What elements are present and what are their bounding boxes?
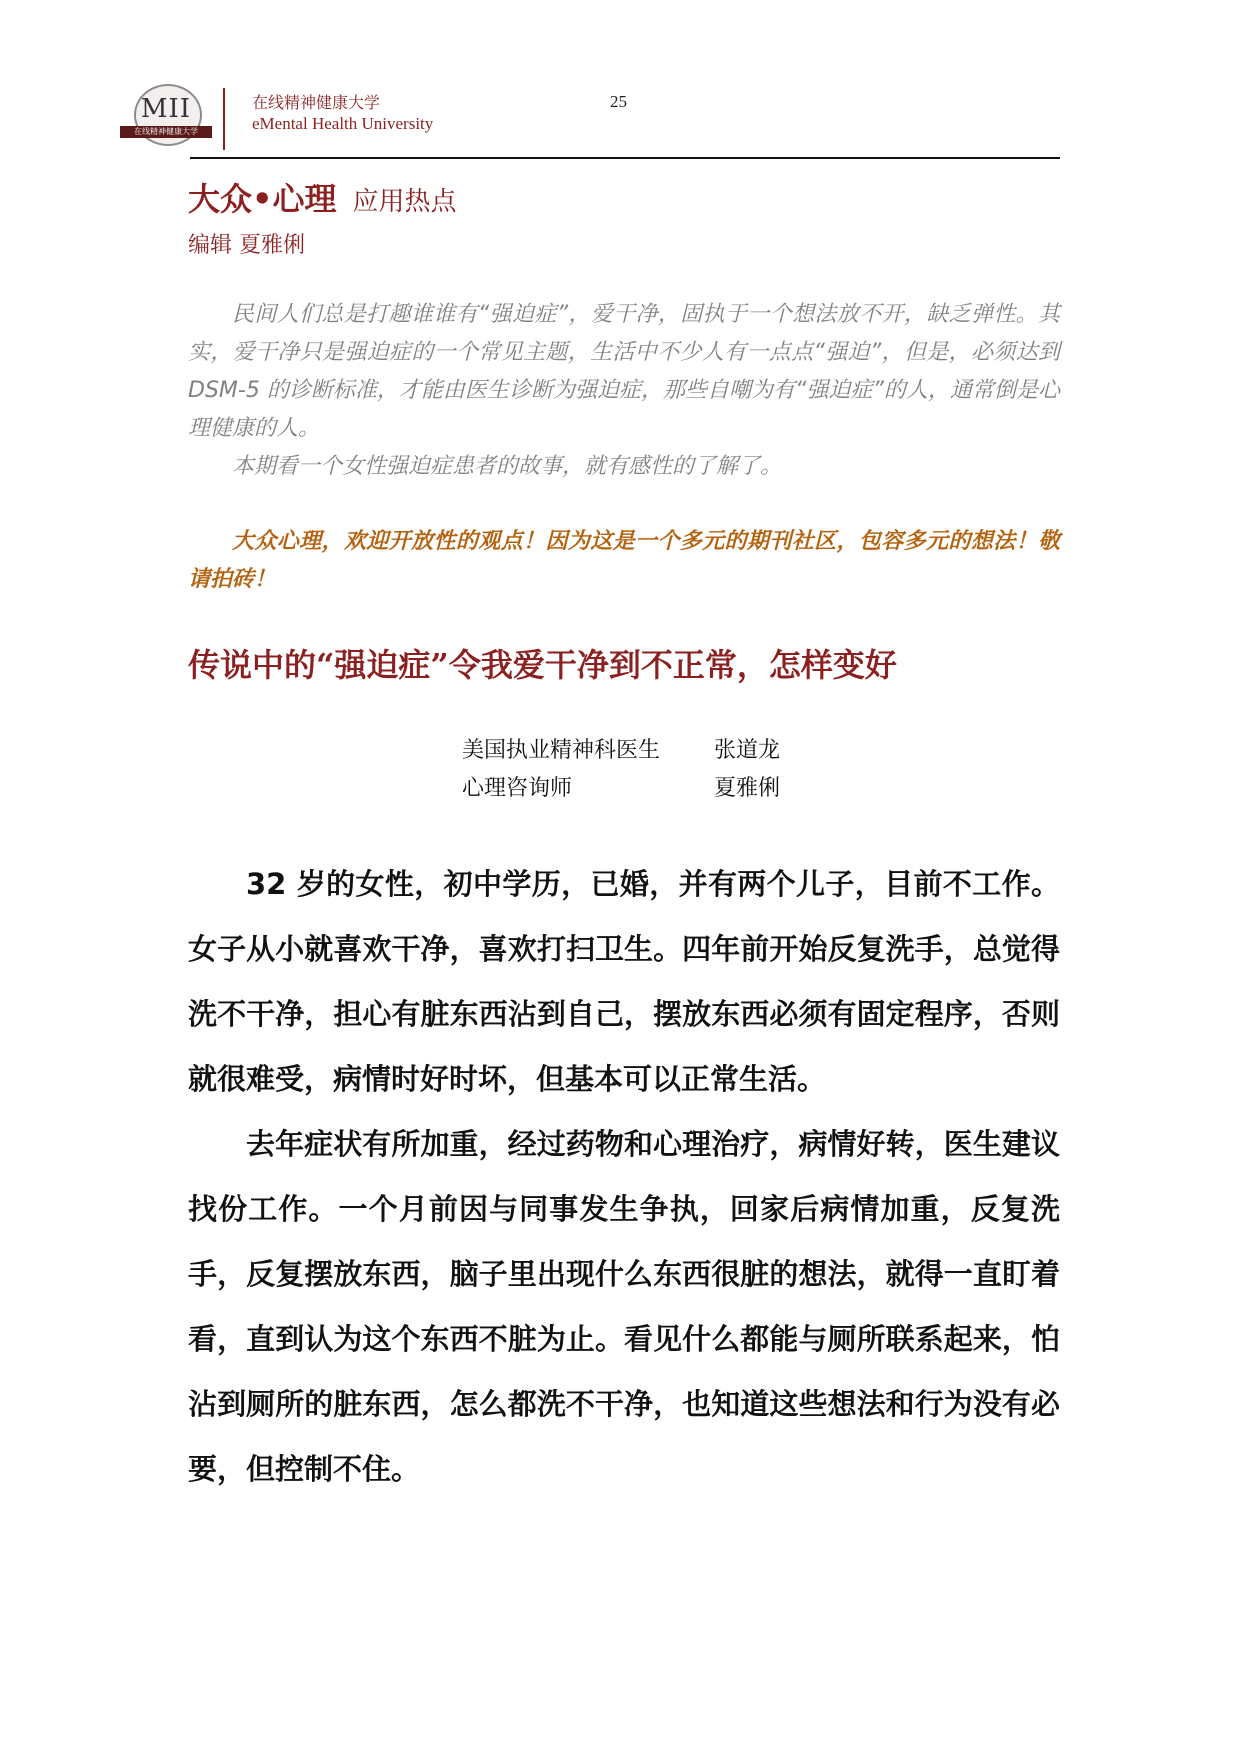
author-row bbox=[462, 770, 780, 808]
column-subtitle: 应用热点 bbox=[352, 187, 457, 217]
author-name: 夏雅俐 bbox=[714, 776, 781, 801]
org-name-en: eMental Health University bbox=[252, 114, 434, 133]
page-header bbox=[120, 84, 1060, 160]
page-number: 25 bbox=[610, 92, 627, 111]
callout-text: 大众心理，欢迎开放性的观点！因为这是一个多元的期刊社区，包容多元的想法！敬请拍砖！ bbox=[188, 528, 1060, 592]
author-role: 心理咨询师 bbox=[462, 776, 573, 801]
body-paragraph: 32 岁的女性，初中学历，已婚，并有两个儿子，目前不工作。女子从小就喜欢干净，喜欢打扫卫生。四年前开始反复洗手，总觉得洗不干净，担心有脏东西沾到自己，摆放东西必须有固定程序，否则就很难受，病情时好时坏，但基本可以正常生活。 bbox=[188, 867, 1060, 1096]
author-role: 美国执业精神科医生 bbox=[462, 738, 661, 763]
org-name-cn: 在线精神健康大学 bbox=[252, 93, 381, 112]
intro-paragraph: 民间人们总是打趣谁谁有“强迫症”，爱干净，固执于一个想法放不开，缺乏弹性。其实，爱干净只是强迫症的一个常见主题，生活中不少人有一点点“强迫”，但是，必须达到 DSM-5 的诊断标准，才能由医生诊断为强迫症，那些自嘲为有“强迫症”的人，通常倒是心理健康的人。 bbox=[188, 302, 1060, 441]
body-paragraph: 去年症状有所加重，经过药物和心理治疗，病情好转，医生建议找份工作。一个月前因与同事发生争执，回家后病情加重，反复洗手，反复摆放东西，脑子里出现什么东西很脏的想法，就得一直盯着看，直到认为这个东西不脏为止。看见什么都能与厕所联系起来，怕沾到厕所的脏东西，怎么都洗不干净，也知道这些想法和行为没有必要，但控制不住。 bbox=[188, 1127, 1060, 1486]
intro-paragraph: 本期看一个女性强迫症患者的故事，就有感性的了解了。 bbox=[232, 454, 783, 479]
university-logo bbox=[120, 84, 212, 146]
header-horizontal-rule bbox=[190, 157, 1060, 159]
author-name: 张道龙 bbox=[714, 738, 781, 763]
intro-block bbox=[188, 296, 1060, 486]
article-body bbox=[188, 852, 1060, 1502]
editor-credit: 编辑 夏雅俐 bbox=[188, 233, 305, 258]
logo-ribbon: 在线精神健康大学 bbox=[120, 126, 212, 138]
column-main-title: 大众•心理 bbox=[188, 180, 337, 218]
author-list bbox=[462, 732, 780, 808]
author-row bbox=[462, 732, 780, 770]
header-vertical-divider bbox=[223, 88, 225, 150]
logo-letters: MII bbox=[140, 94, 192, 124]
article-title: 传说中的“强迫症”令我爱干净到不正常，怎样变好 bbox=[188, 646, 897, 684]
column-title bbox=[188, 174, 456, 220]
